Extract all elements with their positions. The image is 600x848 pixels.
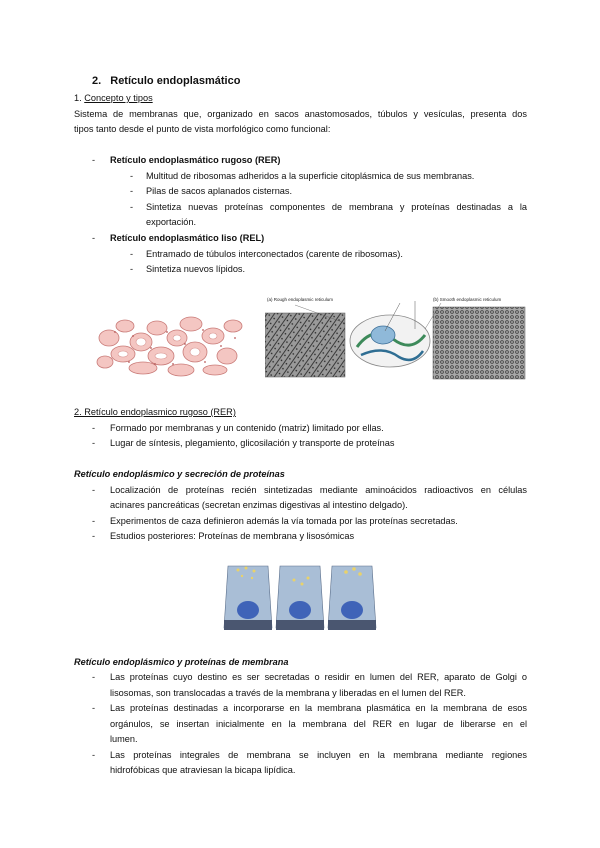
figure-caption-a: (a) Rough endoplasmic reticulum	[267, 297, 334, 302]
rel-item-2: Sintetiza nuevos lípidos.	[146, 264, 246, 274]
membrane-item-2: Las proteínas destinadas a incorporarse en la membrana plasmática en la membrana de esos	[110, 703, 527, 713]
acinar-cells-drawing	[222, 558, 380, 640]
intro-line-2: tipos tanto desde el punto de vista morfológico como funcional:	[74, 124, 331, 134]
rer-item-1: Multitud de ribosomas adheridos a la superficie citoplásmica de sus membranas.	[146, 171, 475, 181]
section-number: 2.	[92, 75, 102, 87]
section-title: Retículo endoplasmático	[110, 75, 241, 87]
er-micrograph-figure	[265, 295, 530, 387]
rer-item-2: Pilas de sacos aplanados cisternas.	[146, 186, 293, 196]
bullet: -	[130, 171, 134, 181]
bullet: -	[92, 516, 96, 526]
bullet: -	[92, 438, 96, 448]
section2-heading: 2. Retículo endoplasmico rugoso (RER)	[74, 407, 236, 417]
bullet: -	[130, 249, 134, 259]
concept-label: Concepto y tipos	[84, 93, 153, 103]
bullet: -	[130, 264, 134, 274]
er-micrograph-drawing	[265, 295, 530, 387]
er-network-illustration	[95, 308, 245, 380]
er-network-drawing	[95, 308, 245, 380]
rel-item-1: Entramado de túbulos interconectados (carente de ribosomas).	[146, 249, 403, 259]
bullet: -	[92, 750, 96, 760]
figure-caption-b: (b) Smooth endoplasmic reticulum	[433, 297, 502, 302]
secretion-item-1-cont: acinares pancreáticas (secretan enzimas digestivas al intestino delgado).	[110, 500, 408, 510]
membrane-item-3-cont: hidrofóbicas que atraviesan la bicapa lipídica.	[110, 765, 296, 775]
secretion-item-3: Estudios posteriores: Proteínas de membrana y lisosómicas	[110, 531, 355, 541]
membrane-item-2-cont: orgánulos, se insertan inicialmente en la membrana del RER en lugar de liberarse en el	[110, 719, 527, 729]
rer-item-3: Sintetiza nuevas proteínas componentes de membrana y proteínas destinadas a la	[146, 202, 527, 212]
membrane-item-2-cont2: lumen.	[110, 734, 138, 744]
section2-item-2: Lugar de síntesis, plegamiento, glicosilación y transporte de proteínas	[110, 438, 395, 448]
bullet: -	[92, 672, 96, 682]
acinar-cells-figure	[222, 558, 380, 640]
bullet: -	[92, 531, 96, 541]
bullet: -	[92, 485, 96, 495]
secretion-title: Retículo endoplásmico y secreción de proteínas	[74, 469, 285, 479]
bullet: -	[92, 423, 96, 433]
membrane-item-1: Las proteínas cuyo destino es ser secretadas o residir en lumen del RER, aparato de Golgi o	[110, 672, 527, 682]
rer-title: Retículo endoplasmático rugoso (RER)	[110, 155, 281, 165]
bullet: -	[130, 186, 134, 196]
concept-number: 1.	[74, 93, 82, 103]
bullet: -	[92, 155, 96, 165]
bullet: -	[92, 703, 96, 713]
bullet: -	[130, 202, 134, 212]
rel-title: Retículo endoplasmático liso (REL)	[110, 233, 265, 243]
secretion-item-1: Localización de proteínas recién sintetizadas mediante aminoácidos radioactivos en células	[110, 485, 527, 495]
rer-item-3-cont: exportación.	[146, 217, 197, 227]
membrane-title: Retículo endoplásmico y proteínas de membrana	[74, 657, 289, 667]
intro-line-1: Sistema de membranas que, organizado en sacos anastomosados, túbulos y vesículas, presenta dos	[74, 109, 527, 119]
section2-item-1: Formado por membranas y un contenido (matriz) limitado por ellas.	[110, 423, 384, 433]
membrane-item-1-cont: lisosomas, son translocadas a través de la membrana y liberadas en el lumen del RER.	[110, 688, 466, 698]
secretion-item-2: Experimentos de caza definieron además la vía tomada por las proteínas secretadas.	[110, 516, 458, 526]
concept-heading	[74, 91, 153, 107]
membrane-item-3: Las proteínas integrales de membrana se incluyen en la membrana mediante regiones	[110, 750, 527, 760]
section-heading	[92, 74, 240, 90]
bullet: -	[92, 233, 96, 243]
